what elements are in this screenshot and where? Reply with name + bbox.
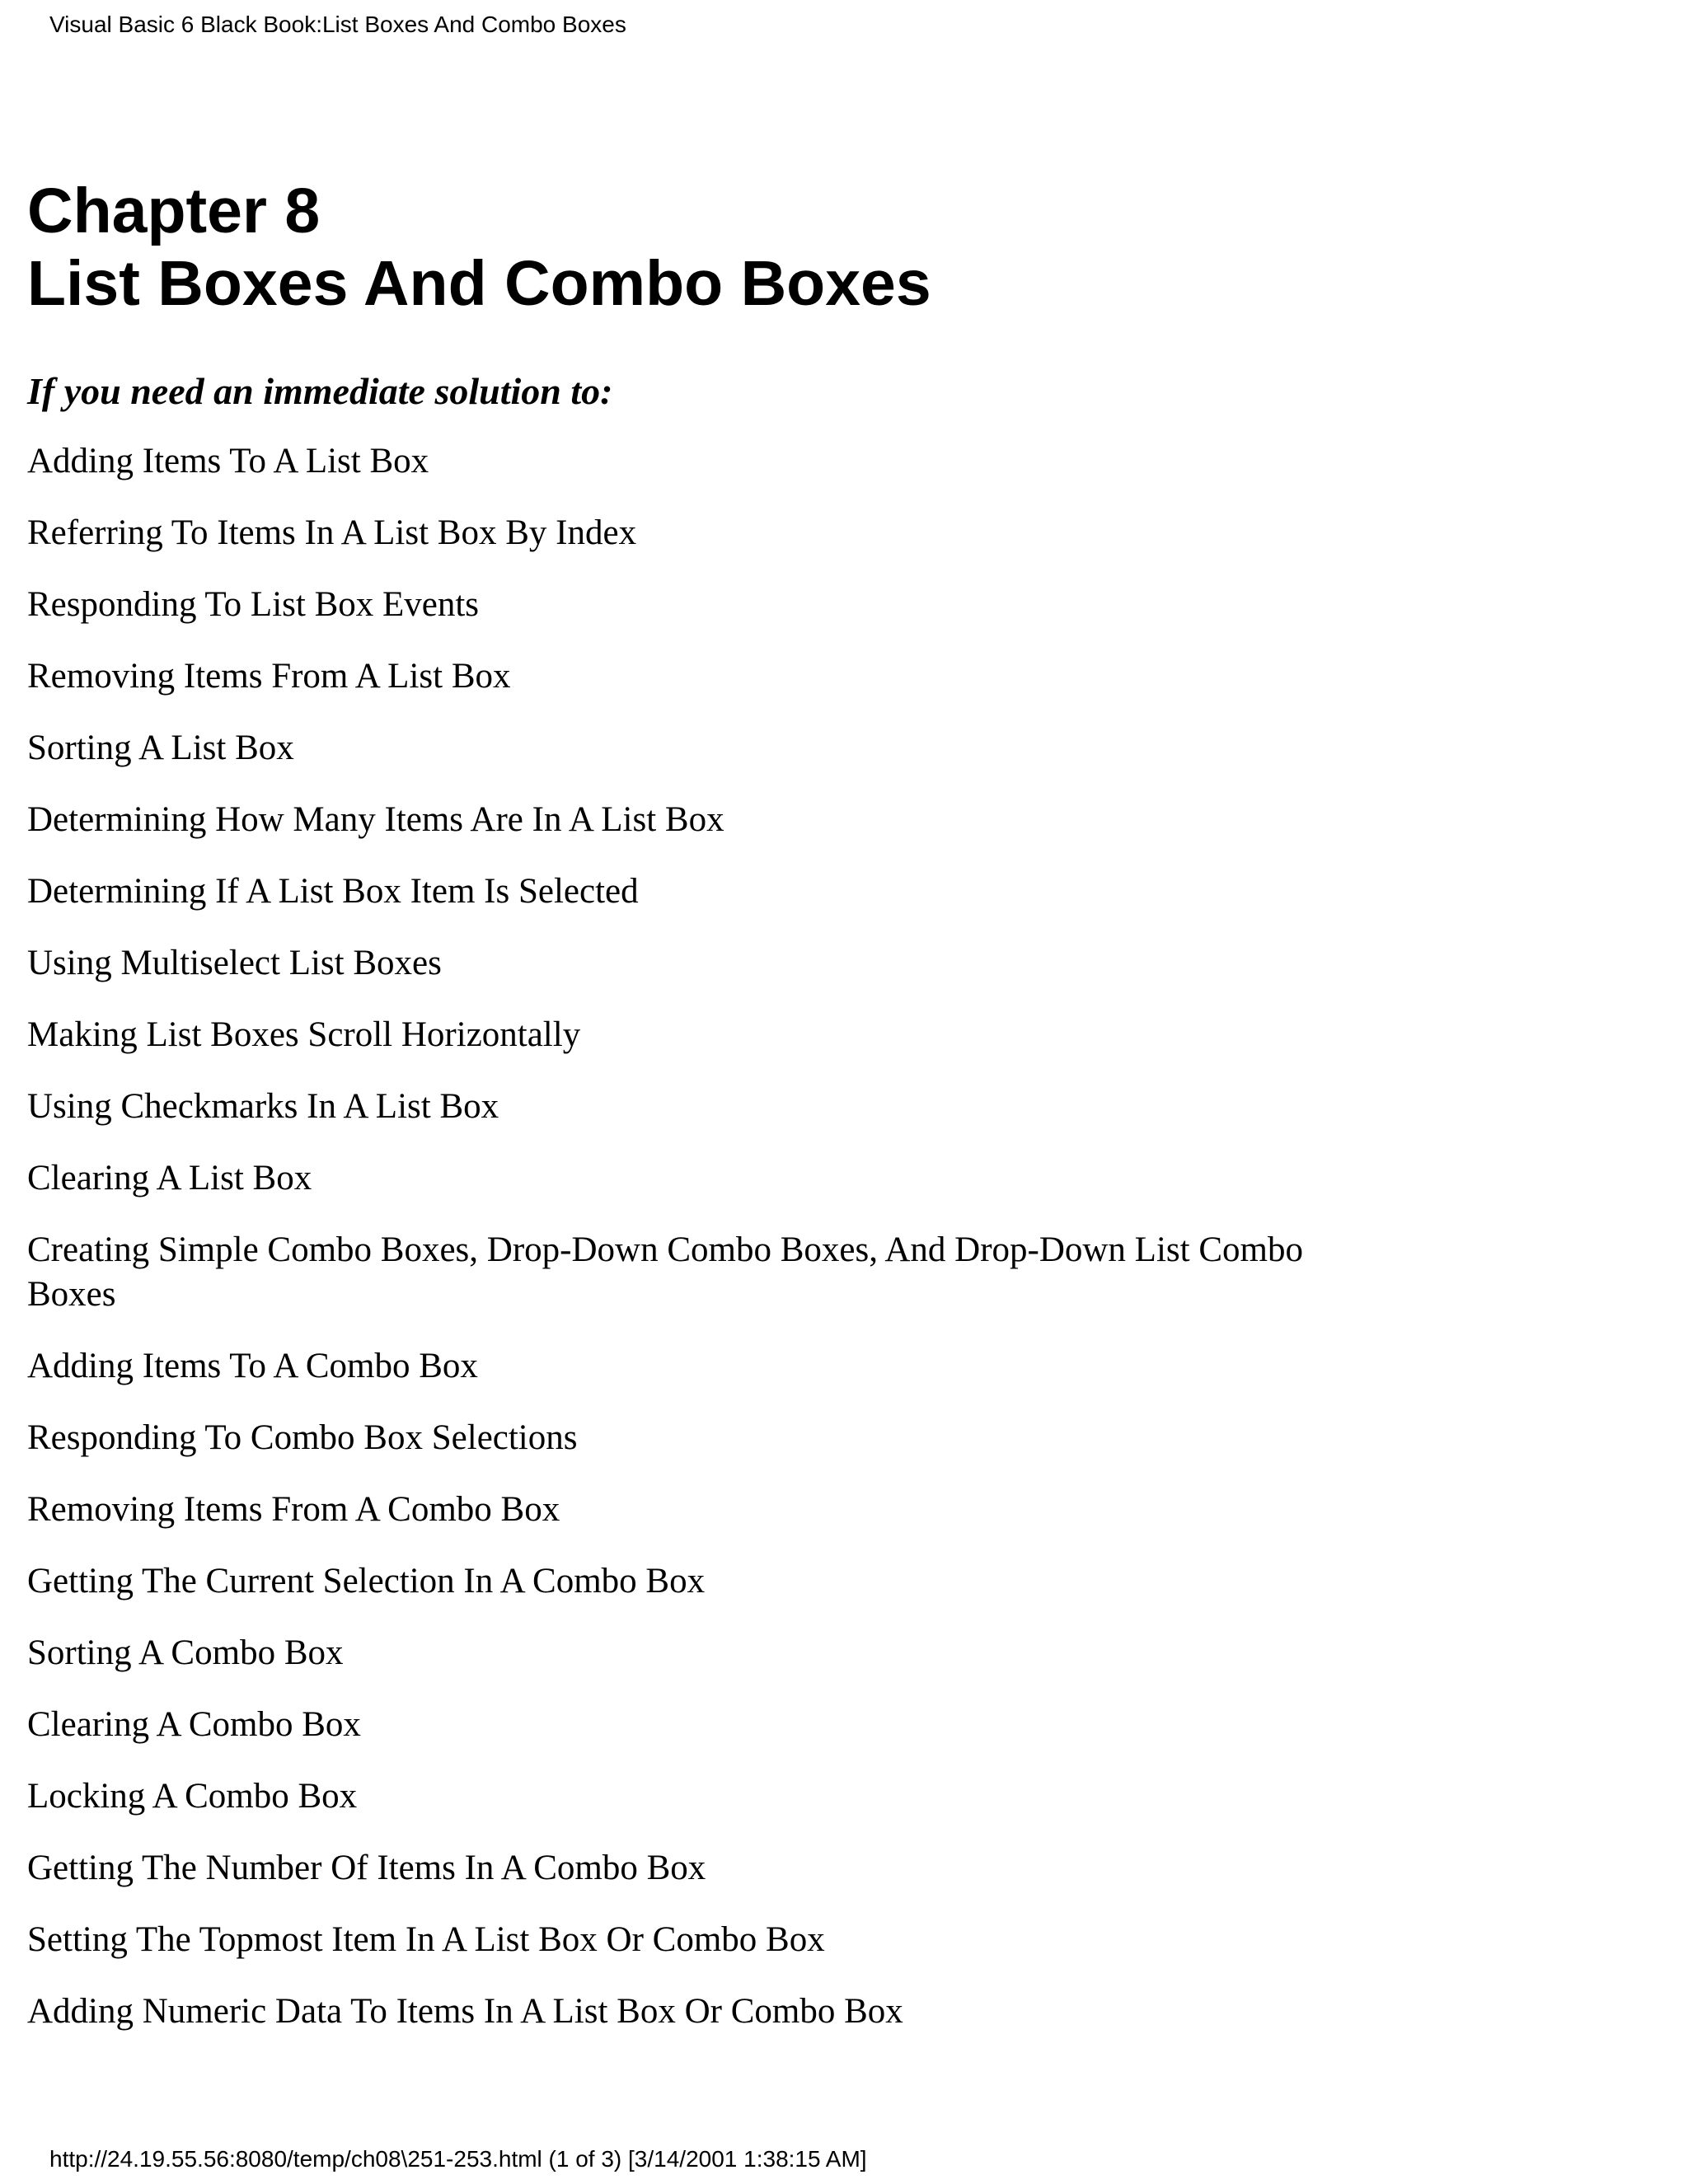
- solution-link[interactable]: Using Checkmarks In A List Box: [27, 1087, 499, 1126]
- solution-link[interactable]: Referring To Items In A List Box By Index: [27, 513, 637, 552]
- list-item: [27, 439, 1379, 484]
- solution-link[interactable]: Determining How Many Items Are In A List Box: [27, 800, 724, 839]
- list-item: [27, 1918, 1379, 1962]
- list-item: [27, 798, 1379, 842]
- solution-list: [27, 439, 1379, 2061]
- solution-link[interactable]: Adding Items To A List Box: [27, 442, 429, 480]
- list-item: [27, 511, 1379, 555]
- solution-link[interactable]: Setting The Topmost Item In A List Box Or Combo Box: [27, 1920, 825, 1959]
- solution-link[interactable]: Locking A Combo Box: [27, 1777, 358, 1816]
- solution-link[interactable]: Removing Items From A List Box: [27, 657, 511, 696]
- list-item: [27, 1156, 1379, 1201]
- solution-link[interactable]: Removing Items From A Combo Box: [27, 1490, 560, 1529]
- list-item: [27, 1846, 1379, 1891]
- list-item: [27, 1774, 1379, 1819]
- list-item: [27, 1344, 1379, 1389]
- list-item: [27, 1416, 1379, 1460]
- list-item: [27, 1228, 1379, 1317]
- immediate-solution-intro: If you need an immediate solution to:: [27, 370, 613, 412]
- chapter-number: Chapter 8: [27, 176, 321, 246]
- list-item: [27, 583, 1379, 627]
- solution-link[interactable]: Responding To Combo Box Selections: [27, 1418, 578, 1457]
- list-item: [27, 726, 1379, 771]
- list-item: [27, 1631, 1379, 1675]
- solution-link[interactable]: Determining If A List Box Item Is Selected: [27, 872, 639, 911]
- list-item: [27, 941, 1379, 986]
- solution-link[interactable]: Getting The Current Selection In A Combo Box: [27, 1562, 706, 1601]
- solution-link[interactable]: Clearing A Combo Box: [27, 1705, 361, 1744]
- solution-link[interactable]: Using Multiselect List Boxes: [27, 944, 442, 982]
- list-item: [27, 1085, 1379, 1129]
- solution-link[interactable]: Adding Items To A Combo Box: [27, 1347, 478, 1385]
- list-item: [27, 869, 1379, 914]
- print-footer: http://24.19.55.56:8080/temp/ch08\251-253.html (1 of 3) [3/14/2001 1:38:15 AM]: [49, 2146, 867, 2172]
- chapter-title: [27, 175, 931, 320]
- list-item: [27, 1559, 1379, 1604]
- list-item: [27, 1488, 1379, 1532]
- solution-link[interactable]: Sorting A Combo Box: [27, 1633, 344, 1672]
- solution-link[interactable]: Adding Numeric Data To Items In A List Box Or Combo Box: [27, 1992, 903, 2031]
- solution-link[interactable]: Making List Boxes Scroll Horizontally: [27, 1015, 581, 1054]
- solution-link[interactable]: Sorting A List Box: [27, 729, 294, 767]
- list-item: [27, 1013, 1379, 1057]
- list-item: [27, 1990, 1379, 2034]
- print-header: Visual Basic 6 Black Book:List Boxes And Combo Boxes: [49, 12, 626, 37]
- solution-link[interactable]: Creating Simple Combo Boxes, Drop-Down Combo Boxes, And Drop-Down List Combo Boxes: [27, 1230, 1303, 1314]
- solution-link[interactable]: Responding To List Box Events: [27, 585, 480, 624]
- solution-link[interactable]: Clearing A List Box: [27, 1159, 312, 1197]
- list-item: [27, 1703, 1379, 1747]
- solution-link[interactable]: Getting The Number Of Items In A Combo Box: [27, 1849, 706, 1887]
- chapter-name: List Boxes And Combo Boxes: [27, 248, 931, 319]
- list-item: [27, 654, 1379, 699]
